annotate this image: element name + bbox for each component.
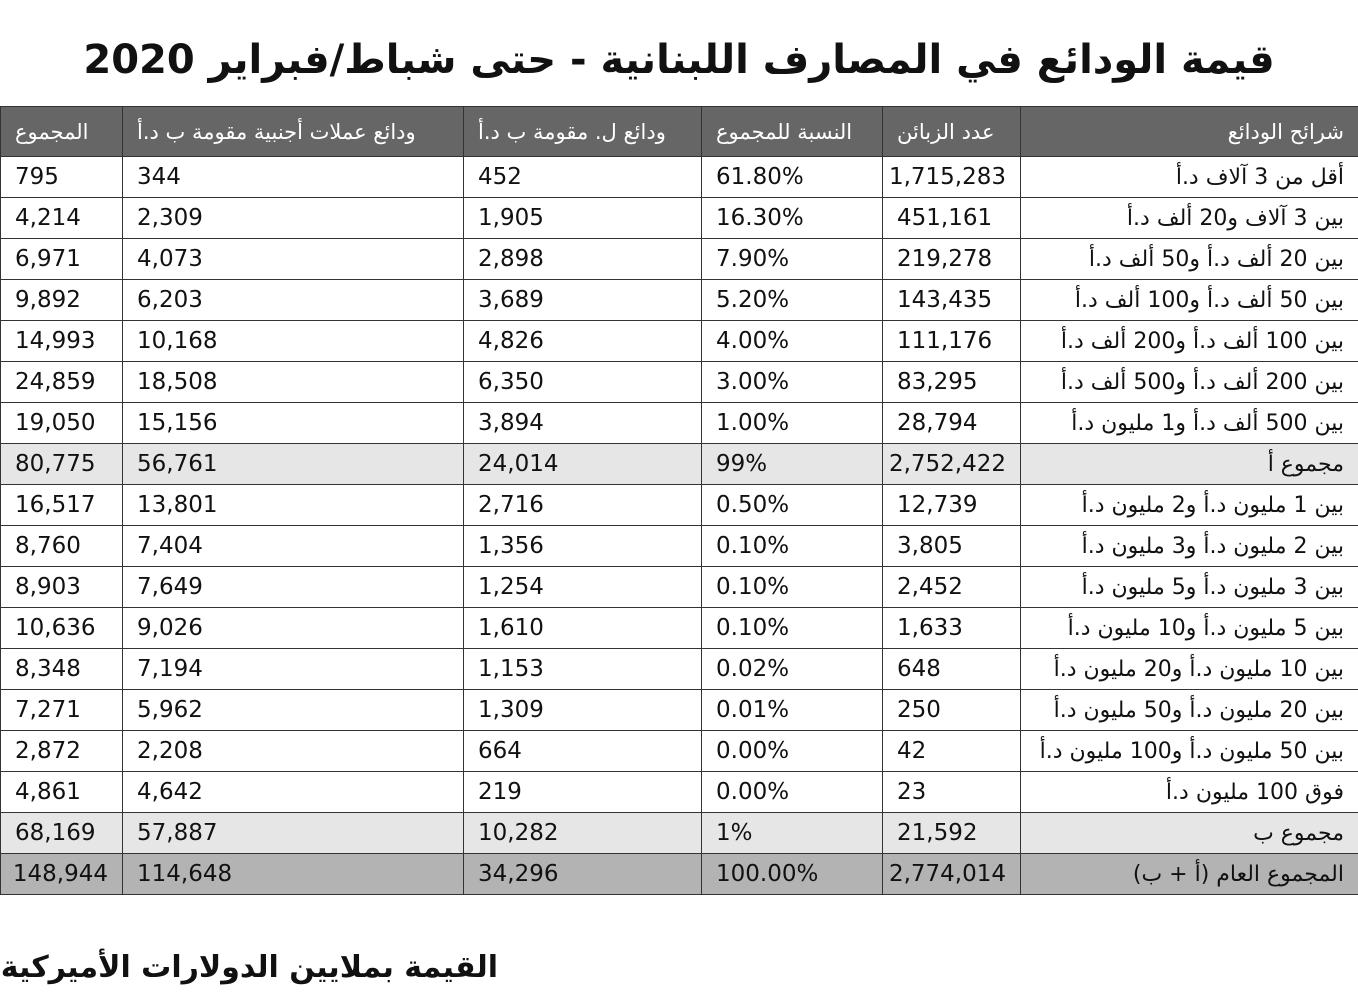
cell-total: 10,636: [1, 608, 123, 649]
cell-tier: بين 50 ألف د.أ و100 ألف د.أ: [1021, 280, 1358, 321]
cell-customers: 111,176: [883, 321, 1021, 362]
cell-fx-deposits: 56,761: [123, 444, 464, 485]
cell-share: 0.01%: [702, 690, 883, 731]
cell-customers: 2,752,422: [883, 444, 1021, 485]
cell-customers: 3,805: [883, 526, 1021, 567]
cell-fx-deposits: 2,208: [123, 731, 464, 772]
cell-total: 7,271: [1, 690, 123, 731]
cell-lbp-deposits: 3,689: [464, 280, 702, 321]
table-header-row: [1, 107, 1358, 157]
cell-tier: بين 2 مليون د.أ و3 مليون د.أ: [1021, 526, 1358, 567]
cell-customers: 2,452: [883, 567, 1021, 608]
cell-total: 80,775: [1, 444, 123, 485]
header-lbp-deposits: ودائع ل. مقومة ب د.أ: [464, 107, 702, 157]
cell-share: 3.00%: [702, 362, 883, 403]
cell-customers: 1,715,283: [883, 157, 1021, 198]
cell-customers: 21,592: [883, 813, 1021, 854]
page-title: قيمة الودائع في المصارف اللبنانية - حتى شباط/فبراير 2020: [83, 37, 1275, 83]
cell-total: 8,903: [1, 567, 123, 608]
table-row: [1, 731, 1358, 772]
table-row: [1, 608, 1358, 649]
table-row: [1, 690, 1358, 731]
cell-tier: أقل من 3 آلاف د.أ: [1021, 157, 1358, 198]
cell-tier: مجموع أ: [1021, 444, 1358, 485]
cell-tier: فوق 100 مليون د.أ: [1021, 772, 1358, 813]
cell-lbp-deposits: 452: [464, 157, 702, 198]
cell-share: 4.00%: [702, 321, 883, 362]
cell-total: 148,944: [1, 854, 123, 895]
cell-lbp-deposits: 24,014: [464, 444, 702, 485]
cell-lbp-deposits: 6,350: [464, 362, 702, 403]
cell-total: 4,861: [1, 772, 123, 813]
cell-fx-deposits: 344: [123, 157, 464, 198]
cell-total: 8,348: [1, 649, 123, 690]
cell-lbp-deposits: 3,894: [464, 403, 702, 444]
cell-fx-deposits: 7,649: [123, 567, 464, 608]
cell-fx-deposits: 7,404: [123, 526, 464, 567]
cell-total: 8,760: [1, 526, 123, 567]
cell-lbp-deposits: 219: [464, 772, 702, 813]
cell-share: 1.00%: [702, 403, 883, 444]
cell-fx-deposits: 9,026: [123, 608, 464, 649]
cell-lbp-deposits: 664: [464, 731, 702, 772]
cell-fx-deposits: 4,642: [123, 772, 464, 813]
cell-share: 0.02%: [702, 649, 883, 690]
cell-tier: المجموع العام (أ + ب): [1021, 854, 1358, 895]
cell-lbp-deposits: 1,610: [464, 608, 702, 649]
cell-share: 0.10%: [702, 526, 883, 567]
header-customers: عدد الزبائن: [883, 107, 1021, 157]
table-row: [1, 280, 1358, 321]
cell-tier: مجموع ب: [1021, 813, 1358, 854]
subtotal-row: [1, 813, 1358, 854]
table-row: [1, 526, 1358, 567]
cell-lbp-deposits: 34,296: [464, 854, 702, 895]
cell-fx-deposits: 7,194: [123, 649, 464, 690]
cell-lbp-deposits: 2,716: [464, 485, 702, 526]
cell-lbp-deposits: 1,309: [464, 690, 702, 731]
cell-fx-deposits: 4,073: [123, 239, 464, 280]
subtotal-row: [1, 444, 1358, 485]
cell-fx-deposits: 57,887: [123, 813, 464, 854]
cell-share: 0.00%: [702, 772, 883, 813]
cell-tier: بين 50 مليون د.أ و100 مليون د.أ: [1021, 731, 1358, 772]
cell-fx-deposits: 15,156: [123, 403, 464, 444]
table-row: [1, 649, 1358, 690]
cell-customers: 42: [883, 731, 1021, 772]
cell-total: 14,993: [1, 321, 123, 362]
units-footnote: القيمة بملايين الدولارات الأميركية: [0, 950, 498, 985]
cell-tier: بين 5 مليون د.أ و10 مليون د.أ: [1021, 608, 1358, 649]
cell-share: 0.10%: [702, 567, 883, 608]
cell-fx-deposits: 10,168: [123, 321, 464, 362]
table-row: [1, 772, 1358, 813]
header-tier: شرائح الودائع: [1021, 107, 1358, 157]
cell-total: 2,872: [1, 731, 123, 772]
cell-total: 24,859: [1, 362, 123, 403]
cell-tier: بين 3 مليون د.أ و5 مليون د.أ: [1021, 567, 1358, 608]
cell-tier: بين 200 ألف د.أ و500 ألف د.أ: [1021, 362, 1358, 403]
cell-share: 0.00%: [702, 731, 883, 772]
table-row: [1, 362, 1358, 403]
cell-customers: 451,161: [883, 198, 1021, 239]
cell-lbp-deposits: 10,282: [464, 813, 702, 854]
cell-total: 4,214: [1, 198, 123, 239]
cell-share: 100.00%: [702, 854, 883, 895]
table-row: [1, 485, 1358, 526]
table-row: [1, 157, 1358, 198]
cell-fx-deposits: 114,648: [123, 854, 464, 895]
table-row: [1, 403, 1358, 444]
cell-tier: بين 3 آلاف و20 ألف د.أ: [1021, 198, 1358, 239]
cell-fx-deposits: 5,962: [123, 690, 464, 731]
cell-customers: 2,774,014: [883, 854, 1021, 895]
cell-fx-deposits: 18,508: [123, 362, 464, 403]
cell-share: 16.30%: [702, 198, 883, 239]
cell-tier: بين 1 مليون د.أ و2 مليون د.أ: [1021, 485, 1358, 526]
cell-share: 61.80%: [702, 157, 883, 198]
table-row: [1, 321, 1358, 362]
cell-customers: 648: [883, 649, 1021, 690]
cell-tier: بين 10 مليون د.أ و20 مليون د.أ: [1021, 649, 1358, 690]
cell-lbp-deposits: 1,254: [464, 567, 702, 608]
cell-total: 19,050: [1, 403, 123, 444]
cell-customers: 12,739: [883, 485, 1021, 526]
cell-total: 68,169: [1, 813, 123, 854]
cell-share: 99%: [702, 444, 883, 485]
cell-fx-deposits: 6,203: [123, 280, 464, 321]
header-total: المجموع: [1, 107, 123, 157]
table-body: [1, 157, 1358, 895]
cell-customers: 1,633: [883, 608, 1021, 649]
cell-customers: 83,295: [883, 362, 1021, 403]
cell-lbp-deposits: 4,826: [464, 321, 702, 362]
cell-share: 5.20%: [702, 280, 883, 321]
header-share: النسبة للمجموع: [702, 107, 883, 157]
cell-total: 9,892: [1, 280, 123, 321]
cell-tier: بين 500 ألف د.أ و1 مليون د.أ: [1021, 403, 1358, 444]
cell-lbp-deposits: 1,356: [464, 526, 702, 567]
table-row: [1, 198, 1358, 239]
cell-lbp-deposits: 1,905: [464, 198, 702, 239]
cell-share: 1%: [702, 813, 883, 854]
table-row: [1, 567, 1358, 608]
cell-customers: 23: [883, 772, 1021, 813]
cell-customers: 28,794: [883, 403, 1021, 444]
header-fx-deposits: ودائع عملات أجنبية مقومة ب د.أ: [123, 107, 464, 157]
cell-lbp-deposits: 2,898: [464, 239, 702, 280]
grand-total-row: [1, 854, 1358, 895]
cell-fx-deposits: 2,309: [123, 198, 464, 239]
deposits-table: [0, 106, 1358, 895]
cell-tier: بين 20 ألف د.أ و50 ألف د.أ: [1021, 239, 1358, 280]
cell-lbp-deposits: 1,153: [464, 649, 702, 690]
cell-tier: بين 20 مليون د.أ و50 مليون د.أ: [1021, 690, 1358, 731]
cell-customers: 250: [883, 690, 1021, 731]
cell-total: 6,971: [1, 239, 123, 280]
cell-customers: 219,278: [883, 239, 1021, 280]
cell-total: 16,517: [1, 485, 123, 526]
cell-share: 0.10%: [702, 608, 883, 649]
cell-share: 0.50%: [702, 485, 883, 526]
cell-tier: بين 100 ألف د.أ و200 ألف د.أ: [1021, 321, 1358, 362]
cell-fx-deposits: 13,801: [123, 485, 464, 526]
table-row: [1, 239, 1358, 280]
cell-share: 7.90%: [702, 239, 883, 280]
cell-customers: 143,435: [883, 280, 1021, 321]
cell-total: 795: [1, 157, 123, 198]
